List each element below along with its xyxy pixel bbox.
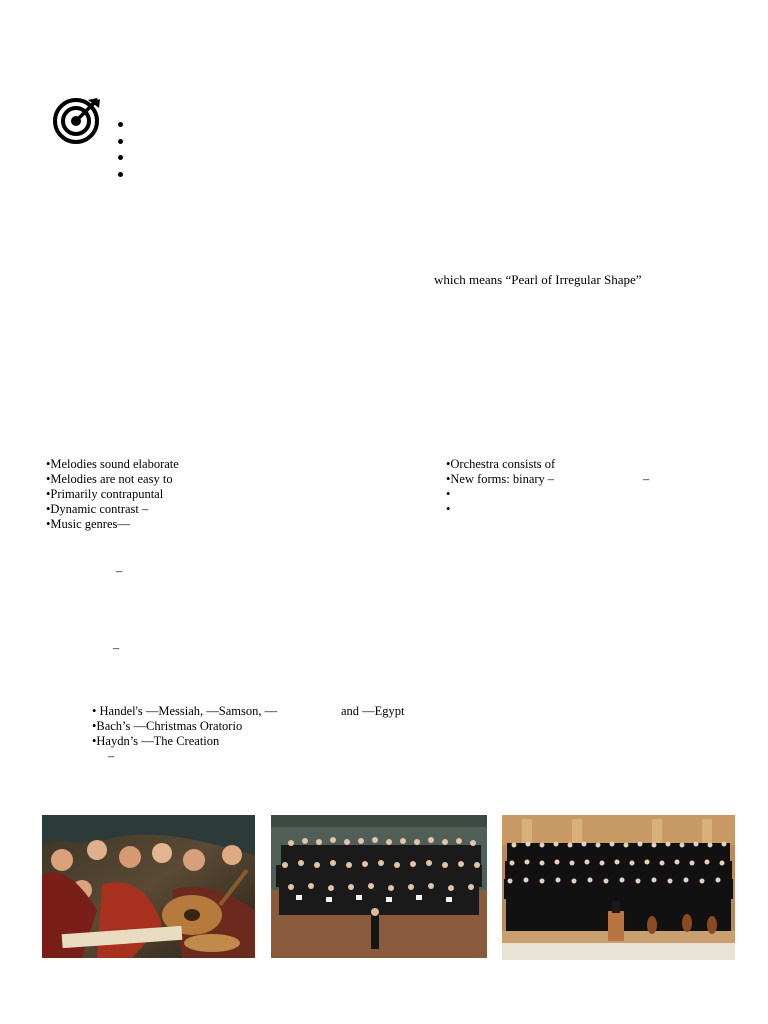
list-item: •Bach’s —Christmas Oratorio (92, 719, 243, 733)
list-item: • Handel's —Messiah, —Samson, — (92, 704, 278, 718)
choir-image (271, 815, 487, 958)
list-item: •Music genres— (46, 517, 130, 531)
orchestra-choir-image (502, 815, 735, 960)
list-item: • (446, 487, 451, 501)
list-item: •Melodies sound elaborate (46, 457, 179, 471)
list-item: •Haydn’s —The Creation (92, 734, 220, 748)
dash-text: – (113, 641, 120, 655)
target-arrow-icon (52, 97, 102, 145)
list-item: •Melodies are not easy to (46, 472, 173, 486)
dash-text: – (108, 749, 115, 763)
objective-bullets (118, 122, 123, 188)
list-item: • (446, 502, 451, 516)
pearl-definition-text: which means “Pearl of Irregular Shape” (434, 272, 642, 287)
baroque-painting-image (42, 815, 255, 958)
list-item (118, 155, 123, 160)
list-item: •Orchestra consists of (446, 457, 556, 471)
list-item-end: and —Egypt (341, 704, 405, 718)
list-item (118, 139, 123, 144)
dash-text: – (116, 564, 123, 578)
list-item (118, 122, 123, 127)
list-item (118, 172, 123, 177)
list-item-dash: – (643, 472, 650, 486)
list-item: •Primarily contrapuntal (46, 487, 164, 501)
list-item: •New forms: binary – (446, 472, 555, 486)
list-item: •Dynamic contrast – (46, 502, 149, 516)
